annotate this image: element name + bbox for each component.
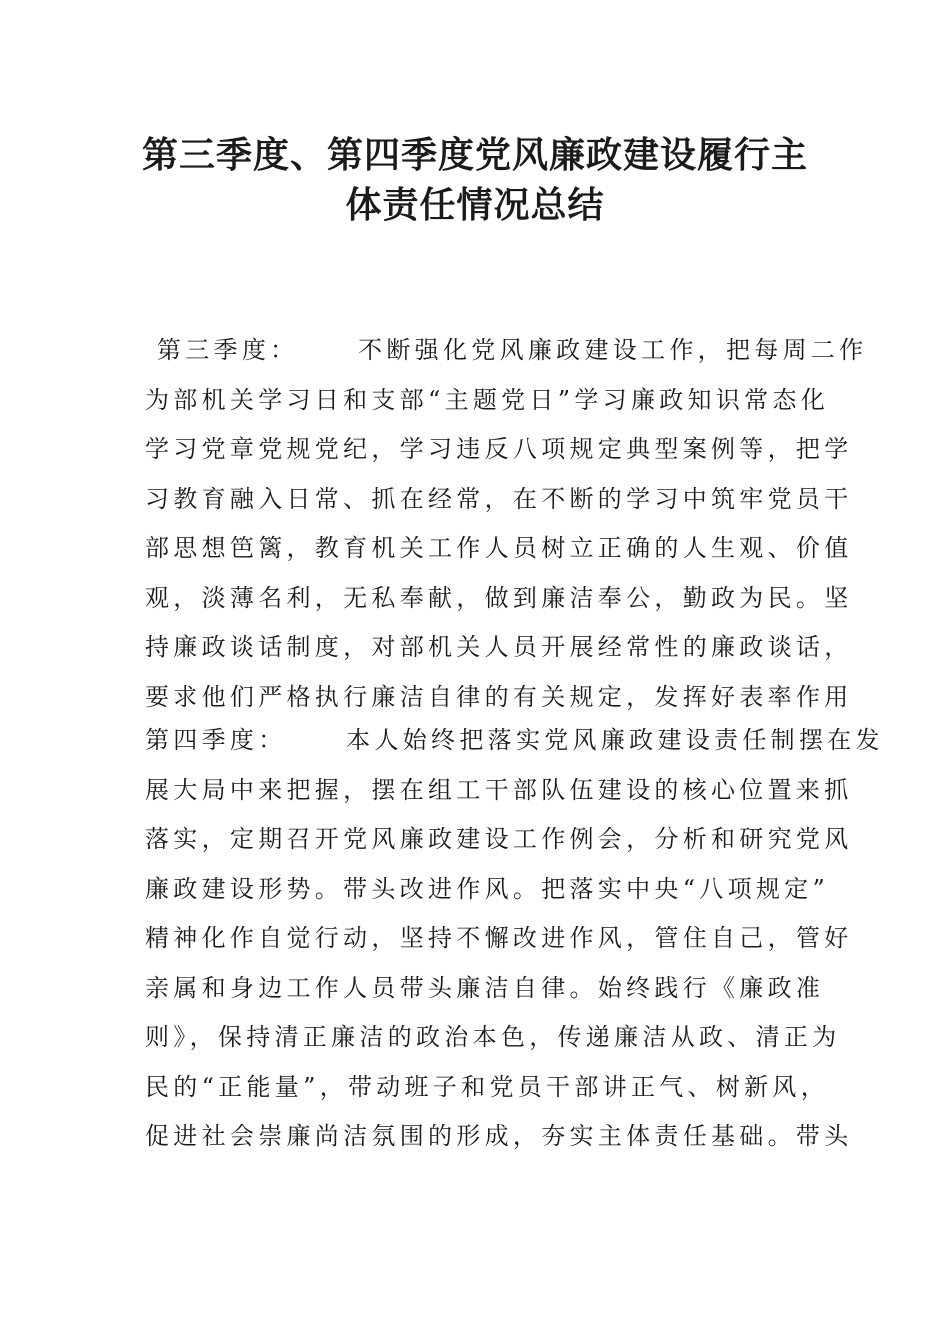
text-line: 观，淡薄名利，无私奉献，做到廉洁奉公，勤政为民。坚 (145, 583, 853, 612)
document-title-line-2 (140, 180, 810, 230)
text-line: 学习党章党规党纪，学习违反八项规定典型案例等，把学 (145, 435, 853, 463)
text-line: 习教育融入日常、抓在经常，在不断的学习中筑牢党员干 (145, 484, 853, 513)
text-line: 要求他们严格执行廉洁自律的有关规定，发挥好表率作用 (145, 682, 853, 711)
title-text-1: 第三季度、第四季度党风廉政建设履行主 (141, 134, 808, 176)
title-text-2: 体责任情况总结 (345, 184, 605, 226)
paragraph-q4 (145, 716, 884, 1162)
text-line: 精神化作自觉行动，坚持不懈改进作风，管住自己，管好 (145, 924, 853, 952)
text-line: 民的“正能量”，带动班子和党员干部讲正气、树新风， (145, 1072, 830, 1101)
text-line: 第三季度： 不断强化党风廉政建设工作，把每周二作 (145, 336, 868, 364)
text-line: 持廉政谈话制度，对部机关人员开展经常性的廉政谈话， (145, 633, 853, 661)
text-line: 展大局中来把握，摆在组工干部队伍建设的核心位置来抓 (145, 775, 853, 804)
text-line: 为部机关学习日和支部“主题党日”学习廉政知识常态化 (145, 385, 830, 414)
text-line: 亲属和身边工作人员带头廉洁自律。始终践行《廉政准 (145, 973, 825, 1002)
text-line: 第四季度： 本人始终把落实党风廉政建设责任制摆在发 (145, 726, 884, 754)
text-line: 廉政建设形势。带头改进作风。把落实中央“八项规定” (145, 874, 830, 903)
text-line: 部思想笆篱，教育机关工作人员树立正确的人生观、价值 (145, 534, 853, 562)
document-title-line-1 (140, 130, 810, 180)
text-line: 落实，定期召开党风廉政建设工作例会，分析和研究党风 (145, 825, 853, 853)
text-line: 则》，保持清正廉洁的政治本色，传递廉洁从政、清正为 (145, 1023, 841, 1051)
paragraph-q3 (145, 326, 868, 722)
text-line: 促进社会崇廉尚洁氛围的形成，夯实主体责任基础。带头 (145, 1122, 853, 1150)
